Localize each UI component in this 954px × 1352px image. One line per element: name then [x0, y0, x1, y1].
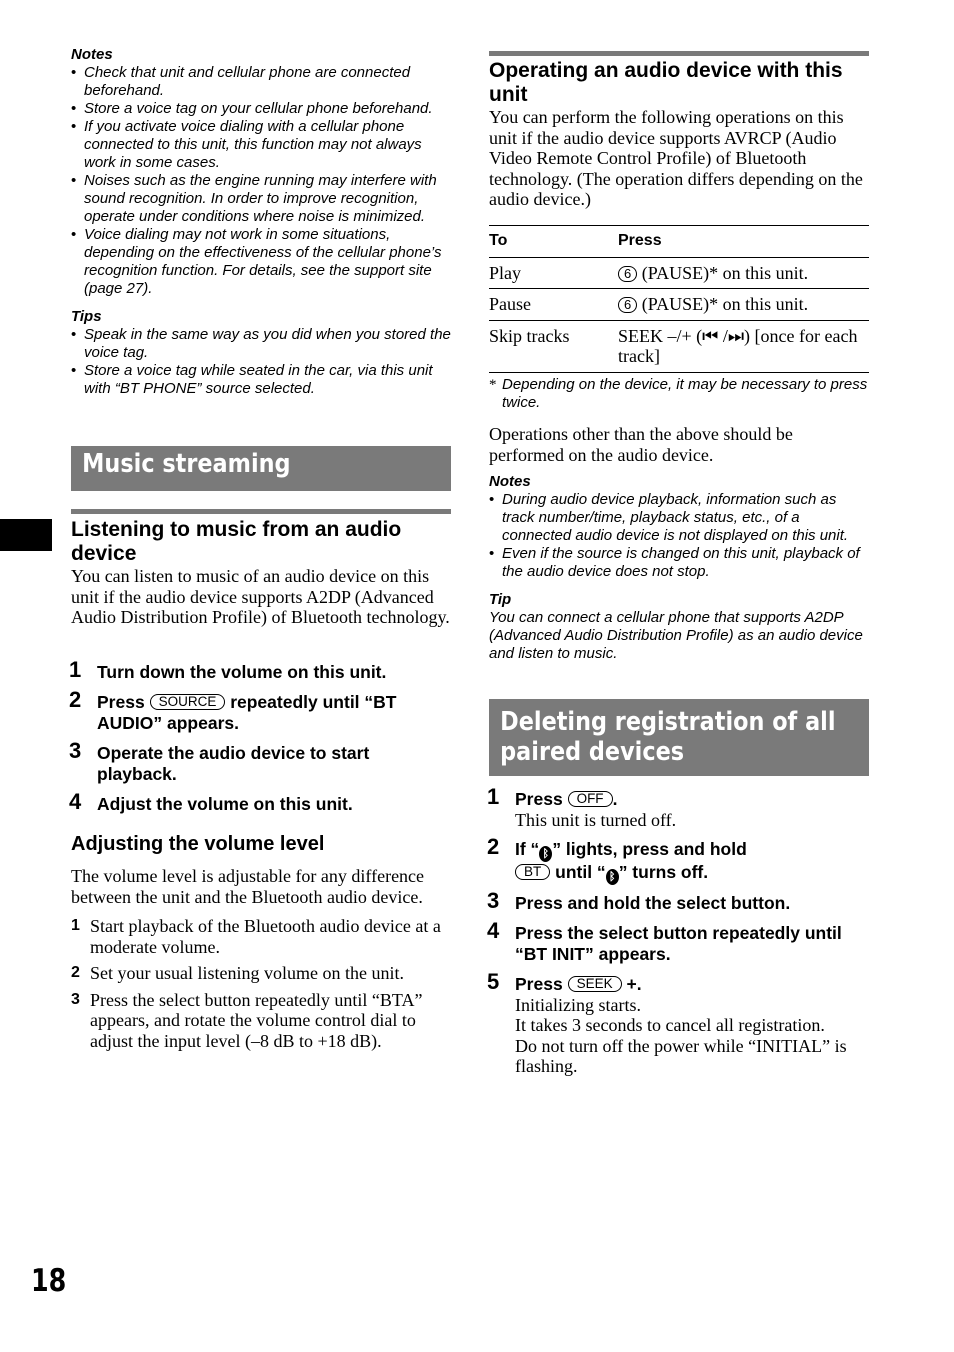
listening-steps	[69, 657, 451, 815]
operating-body: You can perform the following operations on this unit if the audio device supports AVRCP (Audio Video Remote Control Profile) of Bluetooth technology. (The operation differs depending on the audio device.)	[489, 107, 863, 209]
step-2: 2 Press SOURCE repeatedly until “BT AUDIO” appears.	[69, 687, 397, 733]
step-1: 1 Turn down the volume on this unit.	[69, 657, 387, 682]
note-item: • Check that unit and cellular phone are connected beforehand.	[71, 64, 456, 100]
tip-text: You can connect a cellular phone that supports A2DP (Advanced Audio Distribution Profile) as an audio device and listen to music.	[489, 609, 863, 662]
cell-to: Skip tracks	[489, 320, 618, 372]
operating-heading: Operating an audio device with this unit	[489, 59, 843, 106]
note-item: • Even if the source is changed on this unit, playback of the audio device does not stop.	[489, 545, 869, 581]
step-5-note-3: Do not turn off the power while “INITIAL” is flashing.	[515, 1035, 847, 1076]
adjust-step-3: 3 Press the select button repeatedly until “BTA” appears, and rotate the volume control dial to adjust the input level (–8 dB to +18 dB).	[71, 989, 423, 1051]
footnote: * Depending on the device, it may be necessary to press twice.	[489, 376, 868, 411]
note-item: • During audio device playback, information such as track number/time, playback status, etc., of a connected audio device is not displayed on this unit.	[489, 491, 869, 545]
tip-item: • Speak in the same way as you did when you stored the voice tag.	[71, 326, 456, 362]
cell-press: 6 (PAUSE)* on this unit.	[618, 289, 869, 321]
section-title: Music streaming	[71, 446, 451, 483]
step-3: 3 Operate the audio device to start playback.	[69, 738, 370, 784]
notes-heading: Notes	[71, 46, 113, 63]
bt-button: BT	[515, 864, 550, 880]
heading-rule	[489, 51, 869, 56]
table-row	[489, 320, 869, 372]
section-title: Deleting registration of all paired devices	[489, 699, 869, 771]
adjust-heading: Adjusting the volume level	[71, 833, 325, 855]
button-6: 6	[618, 266, 637, 282]
deleting-banner	[489, 699, 869, 776]
note-item: • Store a voice tag on your cellular phone beforehand.	[71, 100, 456, 118]
tips-heading: Tips	[71, 308, 102, 325]
cell-press: SEEK –/+ (⏮ /⏭) [once for each track]	[618, 320, 869, 372]
operations-other: Operations other than the above should be performed on the audio device.	[489, 424, 793, 465]
listening-body: You can listen to music of an audio device on this unit if the audio device supports A2DP (Advanced Audio Distribution Profile) of Bluetooth technology.	[71, 566, 450, 627]
heading-rule	[71, 509, 451, 514]
step-4: 4 Press the select button repeatedly until “BT INIT” appears.	[487, 917, 842, 964]
music-streaming-banner	[71, 446, 451, 491]
button-6: 6	[618, 297, 637, 313]
step-5: 5 Press SEEK +. Initializing starts. It takes 3 seconds to cancel all registration. Do not turn off the power while “INITIAL” is flashing.	[489, 974, 869, 1077]
cell-to: Pause	[489, 289, 618, 321]
table-header-row	[489, 226, 869, 258]
col-to: To	[489, 226, 618, 258]
col-press: Press	[618, 226, 869, 258]
tip-heading: Tip	[489, 591, 512, 608]
note-item: • Voice dialing may not work in some situations, depending on the effectiveness of the cellular phone’s recognition function. For details, see the support site (page 27).	[71, 226, 456, 298]
step-1: 1 Press OFF . This unit is turned off.	[489, 789, 869, 831]
bluetooth-icon: ᛒ	[539, 846, 552, 862]
notes-list	[489, 491, 869, 581]
page-number: 18	[31, 1263, 67, 1299]
note-item: • If you activate voice dialing with a cellular phone connected to this unit, this function may not always work in some cases.	[71, 118, 456, 172]
off-button: OFF	[568, 791, 613, 807]
notes-heading: Notes	[489, 473, 531, 490]
adjust-step-2: 2 Set your usual listening volume on the unit.	[71, 963, 404, 983]
cell-press: 6 (PAUSE)* on this unit.	[618, 257, 869, 289]
step-5-note-2: It takes 3 seconds to cancel all registration.	[515, 1015, 825, 1035]
bluetooth-icon: ᛒ	[606, 869, 619, 885]
tips-list	[71, 326, 456, 398]
operations-table	[489, 225, 869, 373]
source-button: SOURCE	[150, 694, 226, 710]
table-row	[489, 257, 869, 289]
step-2: 2 If “ ᛒ ” lights, press and hold BT until “ ᛒ ” turns off.	[487, 833, 747, 883]
section-tab-marker	[0, 519, 52, 551]
step-3: 3 Press and hold the select button.	[487, 887, 791, 913]
cell-to: Play	[489, 257, 618, 289]
table-row	[489, 289, 869, 321]
adjust-step-1: 1 Start playback of the Bluetooth audio device at a moderate volume.	[71, 916, 441, 957]
step-5-note-1: Initializing starts.	[515, 994, 641, 1015]
step-4: 4 Adjust the volume on this unit.	[69, 789, 353, 814]
deleting-steps	[487, 784, 869, 1077]
tip-item: • Store a voice tag while seated in the car, via this unit with “BT PHONE” source selected.	[71, 362, 456, 398]
adjust-body: The volume level is adjustable for any difference between the unit and the Bluetooth audio device.	[71, 866, 425, 907]
note-item: • Noises such as the engine running may interfere with sound recognition. In order to improve recognition, operate under conditions where noise is minimized.	[71, 172, 456, 226]
step-1-note: This unit is turned off.	[515, 810, 677, 830]
listening-heading: Listening to music from an audio device	[71, 518, 402, 565]
notes-list	[71, 64, 456, 298]
seek-button: SEEK	[568, 976, 622, 992]
